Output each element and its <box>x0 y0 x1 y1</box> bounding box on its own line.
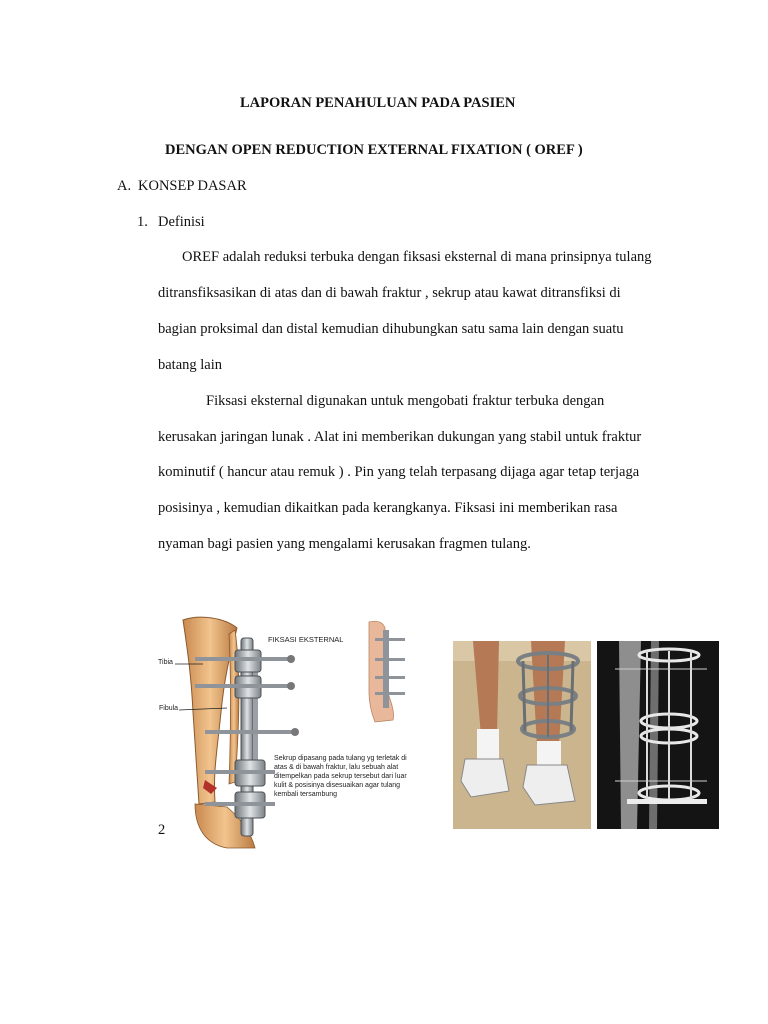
section-heading: KONSEP DASAR <box>138 178 247 194</box>
paragraph-2-line-5: nyaman bagi pasien yang mengalami kerusakan fragmen tulang. <box>158 536 531 552</box>
figure-heading: FIKSASI EKSTERNAL <box>268 635 344 644</box>
subsection-heading: Definisi <box>158 214 205 230</box>
paragraph-2-line-3: kominutif ( hancur atau remuk ) . Pin yang telah terpasang dijaga agar tetap terjaga <box>158 464 640 480</box>
paragraph-1-line-1: OREF adalah reduksi terbuka dengan fiksasi eksternal di mana prinsipnya tulang <box>182 249 652 265</box>
paragraph-1-line-4: batang lain <box>158 357 223 373</box>
bone-fixator-drawing <box>155 612 435 850</box>
fixation-illustration <box>155 612 435 850</box>
section-marker: A. <box>117 178 132 194</box>
paragraph-2-line-1: Fiksasi eksternal digunakan untuk mengobati fraktur terbuka dengan <box>206 393 605 409</box>
figure-caption-line-4: kulit & posisinya disesuaikan agar tulang <box>274 782 401 789</box>
paragraph-2-line-2: kerusakan jaringan lunak . Alat ini memberikan dukungan yang stabil untuk fraktur <box>158 429 642 445</box>
figure-caption-line-3: ditempelkan pada sekrup tersebut dari luar <box>274 773 407 780</box>
label-tibia: Tibia <box>158 659 173 666</box>
leg-fixator-photo <box>453 641 591 829</box>
title-line-1: LAPORAN PENAHULUAN PADA PASIEN <box>240 95 516 111</box>
subsection-marker: 1. <box>137 214 148 230</box>
figure-caption-line-5: kembali tersambung <box>274 791 338 798</box>
title-line-2: DENGAN OPEN REDUCTION EXTERNAL FIXATION ( OREF ) <box>165 142 583 158</box>
paragraph-2-line-4: posisinya , kemudian dikaitkan pada kerangkanya. Fiksasi ini memberikan rasa <box>158 500 618 516</box>
xray-drawing <box>597 641 719 829</box>
leg-fixator-photo-drawing <box>453 641 591 829</box>
xray-image <box>597 641 719 829</box>
paragraph-1-line-2: ditransfiksasikan di atas dan di bawah fraktur , sekrup atau kawat ditransfiksi di <box>158 285 621 301</box>
paragraph-1-line-3: bagian proksimal dan distal kemudian dihubungkan satu sama lain dengan suatu <box>158 321 624 337</box>
figure-caption-line-2: atas & di bawah fraktur, lalu sebuah alat <box>274 764 399 771</box>
figure-caption-line-1: Sekrup dipasang pada tulang yg terletak di <box>274 755 407 762</box>
page-number: 2 <box>158 822 166 838</box>
label-fibula: Fibula <box>159 705 179 712</box>
